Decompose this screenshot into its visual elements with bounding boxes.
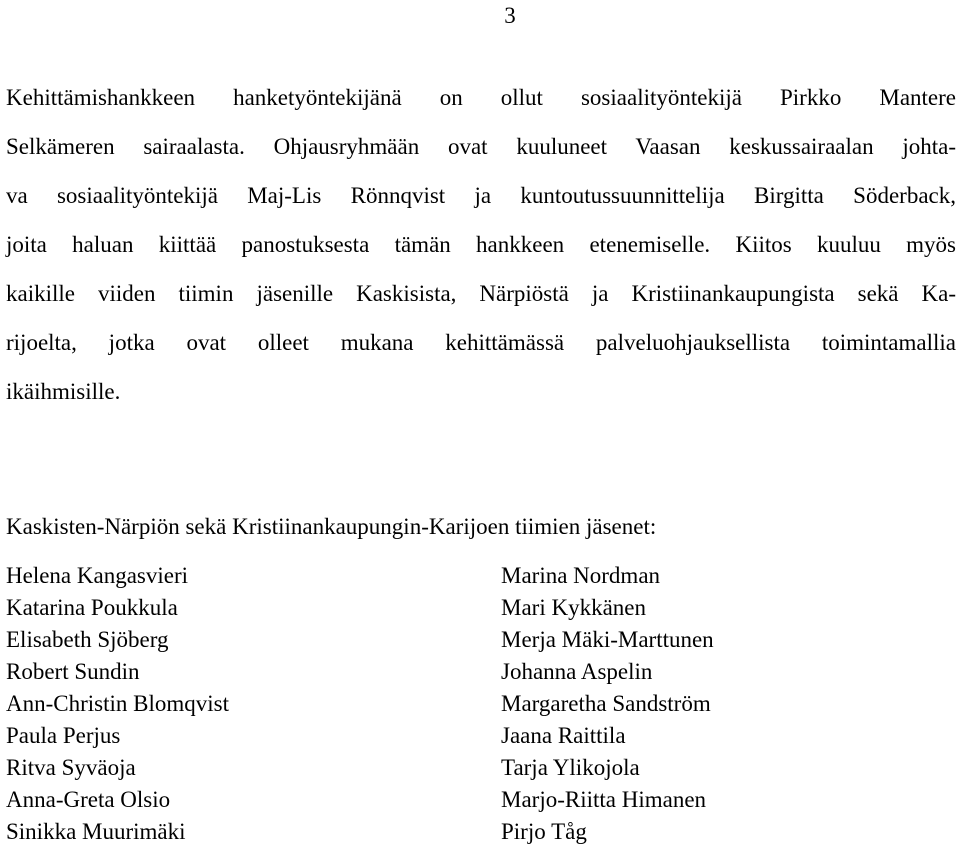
member-name: Robert Sundin: [6, 659, 140, 684]
member-name: Jaana Raittila: [501, 723, 626, 748]
member-name: Helena Kangasvieri: [6, 563, 189, 588]
paragraph-line: rijoelta, jotka ovat olleet mukana kehittämässä palveluohjauksellista toimintamallia: [6, 330, 956, 355]
member-name: Paula Perjus: [6, 723, 121, 748]
paragraph-line: va sosiaalityöntekijä Maj-Lis Rönnqvist ja kuntoutussuunnittelija Birgitta Söderback,: [6, 183, 956, 208]
member-name: Sinikka Muurimäki: [6, 819, 186, 844]
member-name: Margaretha Sandström: [501, 691, 711, 716]
member-name: Johanna Aspelin: [501, 659, 653, 684]
paragraph-line: Selkämeren sairaalasta. Ohjausryhmään ovat kuuluneet Vaasan keskussairaalan johta-: [6, 134, 956, 159]
member-name: Katarina Poukkula: [6, 595, 178, 620]
member-name: Tarja Ylikojola: [501, 755, 640, 780]
members-list-right: [501, 560, 951, 848]
members-list-left: [6, 560, 486, 848]
member-name: Ritva Syväoja: [6, 755, 136, 780]
members-heading: Kaskisten-Närpiön sekä Kristiinankaupungin-Karijoen tiimien jäsenet:: [6, 514, 657, 539]
member-name: Marjo-Riitta Himanen: [501, 787, 707, 812]
member-name: Marina Nordman: [501, 563, 661, 588]
acknowledgement-paragraph: [6, 73, 956, 416]
member-name: Ann-Christin Blomqvist: [6, 691, 229, 716]
member-name: Anna-Greta Olsio: [6, 787, 171, 812]
paragraph-line: joita haluan kiittää panostuksesta tämän hankkeen etenemiselle. Kiitos kuuluu myös: [6, 232, 956, 257]
paragraph-line: Kehittämishankkeen hanketyöntekijänä on ollut sosiaalityöntekijä Pirkko Mantere: [6, 85, 956, 110]
page-number: 3: [504, 3, 516, 28]
member-name: Elisabeth Sjöberg: [6, 627, 169, 652]
member-name: Pirjo Tåg: [501, 819, 587, 844]
member-name: Merja Mäki-Marttunen: [501, 627, 714, 652]
member-name: Mari Kykkänen: [501, 595, 646, 620]
paragraph-line: ikäihmisille.: [6, 379, 121, 404]
paragraph-line: kaikille viiden tiimin jäsenille Kaskisista, Närpiöstä ja Kristiinankaupungista sekä Ka-: [6, 281, 956, 306]
